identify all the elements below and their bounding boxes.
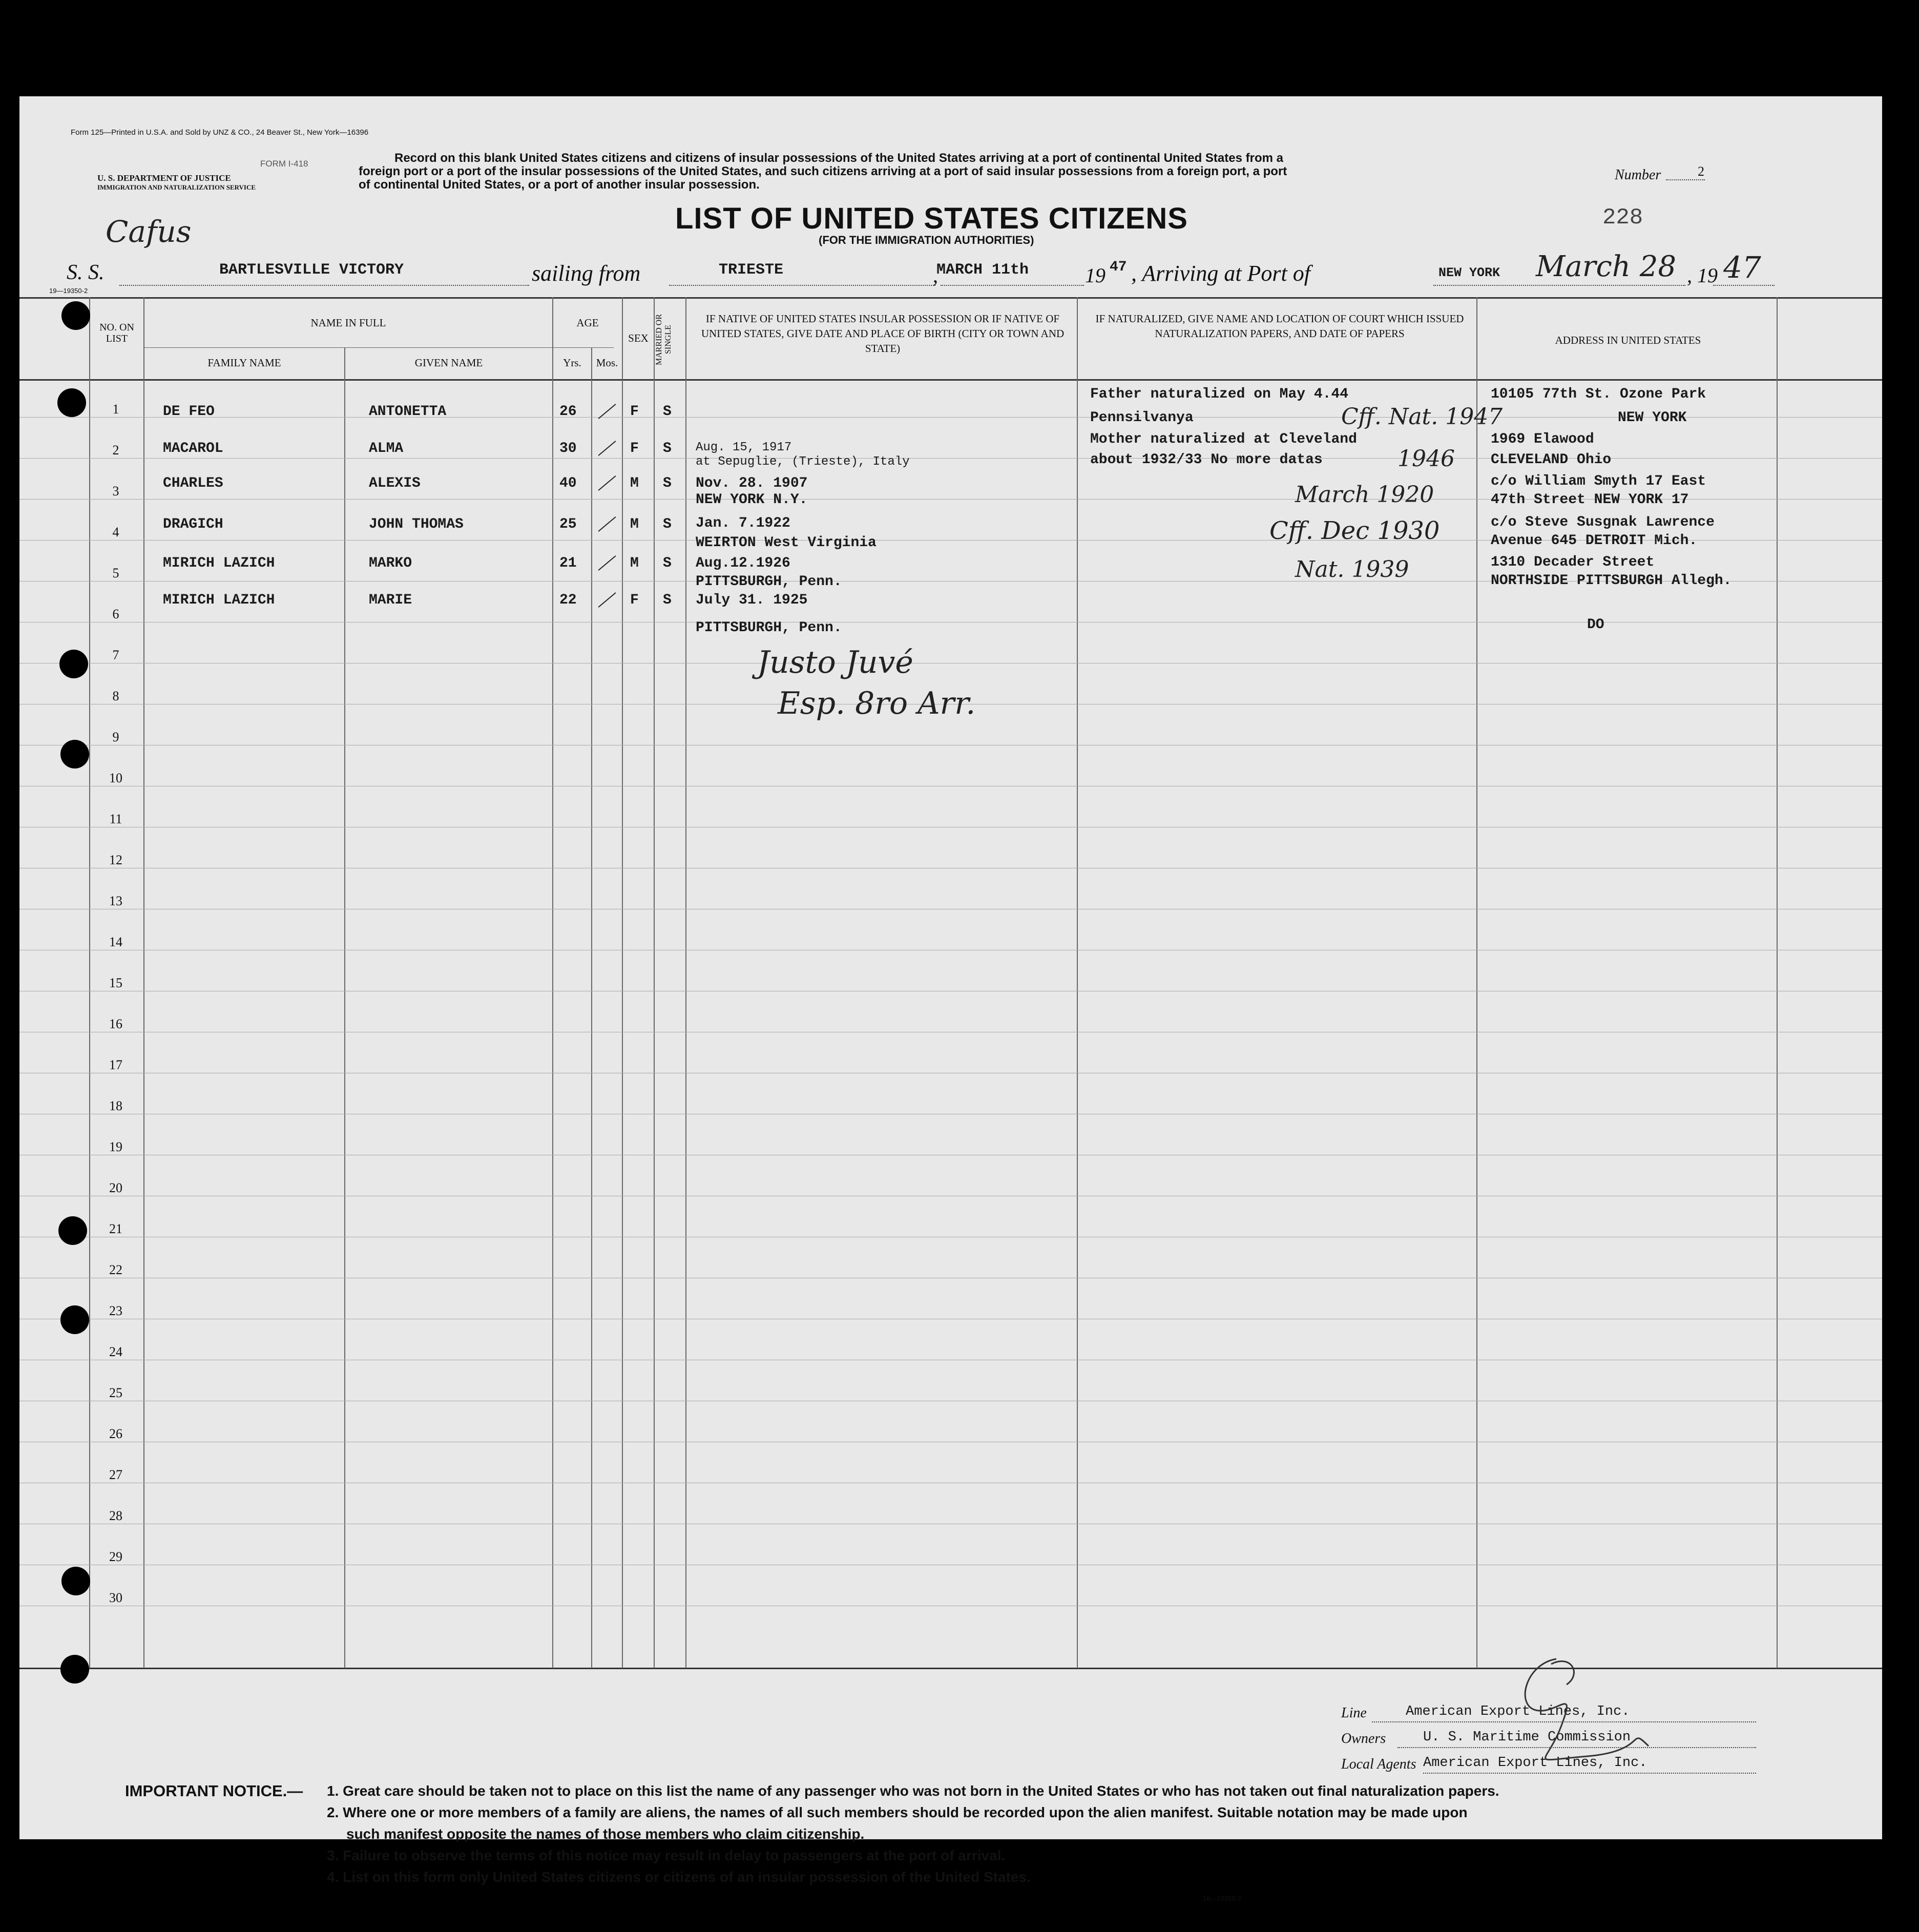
punch-hole [60, 1305, 89, 1334]
passenger-age: 25 [559, 516, 577, 532]
passenger-age: 21 [559, 555, 577, 571]
passenger-age: 40 [559, 475, 577, 491]
col-header-age: AGE [576, 317, 599, 329]
year-underline [1713, 285, 1775, 286]
line-label: Line [1341, 1705, 1367, 1721]
row-number: 11 [109, 812, 122, 826]
row-number: 16 [109, 1016, 122, 1031]
passenger-family-name: MIRICH LAZICH [163, 592, 275, 608]
sailing-label: sailing from [532, 261, 641, 286]
col-header-address: ADDRESS IN UNITED STATES [1555, 334, 1701, 346]
number-label: Number [1615, 167, 1661, 183]
handwritten-naturalization: Nat. 1939 [1295, 556, 1409, 583]
port-from-underline [669, 285, 935, 286]
passenger-sex: M [630, 516, 639, 532]
arriving-label: , Arriving at Port of [1131, 261, 1310, 286]
row-number: 17 [109, 1057, 122, 1072]
birth-line: Aug.12.1926 [696, 555, 790, 571]
instructions [359, 152, 1287, 192]
col-header-family: FAMILY NAME [207, 357, 281, 369]
col-header-sex: SEX [628, 332, 649, 344]
row-number: 22 [109, 1262, 122, 1277]
inspector-signature: Esp. 8ro Arr. [778, 685, 976, 721]
row-number: 19 [109, 1139, 122, 1154]
row-number: 9 [112, 730, 119, 744]
passenger-given-name: JOHN THOMAS [369, 516, 464, 532]
port-to: NEW YORK [1438, 265, 1500, 280]
row-number: 25 [109, 1385, 122, 1400]
passenger-given-name: MARIE [369, 592, 412, 608]
page-title: LIST OF UNITED STATES CITIZENS [675, 202, 1188, 235]
passenger-age: 22 [559, 592, 577, 608]
birth-line: WEIRTON West Virginia [696, 535, 877, 551]
check-mark [598, 441, 616, 456]
row-number: 29 [109, 1549, 122, 1564]
address-line: 1310 Decader Street [1491, 554, 1655, 570]
passenger-marital-status: S [663, 475, 672, 491]
address-line: 1969 Elawood [1491, 431, 1594, 447]
comma: , [933, 264, 938, 287]
agents-value: American Export Lines, Inc. [1423, 1755, 1647, 1771]
passenger-marital-status: S [663, 516, 672, 532]
row-number: 7 [112, 648, 119, 662]
col-header-naturalized: IF NATURALIZED, GIVE NAME AND LOCATION OF COURT WHICH ISSUED NATURALIZATION PAPERS, AND DATE OF PAPERS [1095, 313, 1464, 340]
passenger-family-name: MIRICH LAZICH [163, 555, 275, 571]
row-number: 14 [109, 934, 122, 949]
arrival-year: 47 [1723, 250, 1761, 285]
agent-signature [1495, 1644, 1659, 1777]
punch-hole [59, 650, 88, 678]
passenger-family-name: CHARLES [163, 475, 223, 491]
row-number: 6 [112, 607, 119, 621]
notice-heading: IMPORTANT NOTICE.— [125, 1782, 303, 1800]
year-prefix: 19 [1085, 264, 1105, 287]
subheader-divider [143, 347, 614, 348]
address-line: Avenue 645 DETROIT Mich. [1491, 533, 1698, 549]
col-header-mos: Mos. [596, 357, 618, 369]
manifest-page [19, 96, 1882, 1902]
passenger-family-name: DRAGICH [163, 516, 223, 532]
row-number: 20 [109, 1180, 122, 1195]
passenger-sex: F [630, 404, 639, 420]
row-number: 4 [112, 525, 119, 539]
passenger-family-name: MACAROL [163, 441, 223, 456]
header-bottom-border [19, 379, 1882, 381]
row-line [19, 417, 1882, 418]
year-sailed: 47 [1110, 259, 1127, 275]
notice-item: such manifest opposite the names of those members who claim citizenship. [346, 1826, 865, 1842]
check-mark [598, 475, 616, 491]
address-line: 47th Street NEW YORK 17 [1491, 492, 1689, 508]
address-line: NORTHSIDE PITTSBURGH Allegh. [1491, 573, 1732, 589]
birth-line: Jan. 7.1922 [696, 515, 790, 531]
arriving-text: Arriving at Port of [1142, 261, 1310, 286]
birth-line: NEW YORK N.Y. [696, 492, 808, 508]
row-number: 5 [112, 566, 119, 580]
col-header-name: NAME IN FULL [310, 317, 386, 329]
ss-label: S. S. [67, 261, 105, 284]
col-divider [654, 297, 655, 1668]
row-number: 26 [109, 1426, 122, 1441]
passenger-sex: F [630, 441, 639, 456]
col-divider [344, 347, 345, 1668]
ship-name: BARTLESVILLE VICTORY [219, 261, 404, 279]
port-from: TRIESTE [719, 261, 784, 279]
punch-hole [57, 388, 86, 417]
address-line: c/o Steve Susgnak Lawrence [1491, 514, 1715, 530]
arrival-year-prefix: , 19 [1687, 264, 1718, 287]
col-header-birth: IF NATIVE OF UNITED STATES INSULAR POSSESSION OR IF NATIVE OF UNITED STATES, GIVE DATE AND PLACE OF BIRTH (CITY OR TOWN AND STATE) [701, 313, 1065, 355]
passenger-sex: F [630, 592, 639, 608]
passenger-sex: M [630, 475, 639, 491]
naturalization-line: Mother naturalized at Cleveland [1090, 431, 1357, 447]
owners-label: Owners [1341, 1731, 1386, 1747]
handwritten-naturalization: Cff. Dec 1930 [1269, 516, 1440, 545]
table-top-border [19, 297, 1882, 299]
date-sailed: MARCH 11th [936, 261, 1029, 279]
arrival-date: March 28 [1536, 250, 1676, 283]
notice-item: 2. Where one or more members of a family are aliens, the names of all such members should be recorded upon the alien manifest. Suitable notation may be made upon [327, 1804, 1468, 1820]
passenger-given-name: ALMA [369, 441, 404, 456]
row-number: 13 [109, 894, 122, 908]
address-line: NEW YORK [1618, 410, 1687, 426]
naturalization-line: Father naturalized on May 4.44 [1090, 386, 1349, 402]
punch-hole [58, 1216, 87, 1245]
passenger-family-name: DE FEO [163, 404, 215, 420]
passenger-age: 30 [559, 441, 577, 456]
notice-item: 1. Great care should be taken not to place on this list the name of any passenger who was not born in the United States or who has not taken out final naturalization papers. [327, 1783, 1499, 1799]
passenger-marital-status: S [663, 441, 672, 456]
service-name: IMMIGRATION AND NATURALIZATION SERVICE [97, 183, 256, 191]
handwritten-naturalization: Cff. Nat. 1947 [1341, 404, 1503, 430]
inspector-signature: Justo Juvé [757, 645, 913, 680]
punch-hole [60, 740, 89, 768]
address-line: CLEVELAND Ohio [1491, 452, 1612, 468]
notice-item: 4. List on this form only United States citizens or citizens of an insular possession of the United States. [327, 1869, 1031, 1885]
col-divider [622, 297, 623, 1668]
col-divider [685, 297, 686, 1668]
form-code: FORM I-418 [260, 159, 308, 169]
punch-hole [60, 1655, 89, 1684]
passenger-marital-status: S [663, 592, 672, 608]
passenger-marital-status: S [663, 404, 672, 420]
col-divider [143, 297, 144, 1668]
page-subtitle: (FOR THE IMMIGRATION AUTHORITIES) [819, 234, 1034, 246]
col-divider [1476, 297, 1477, 1668]
birth-line: July 31. 1925 [696, 592, 808, 608]
birth-line: Aug. 15, 1917 [696, 441, 792, 454]
stamp-number: 228 [1602, 205, 1643, 231]
naturalization-line: Pennsilvanya [1090, 410, 1194, 426]
passenger-marital-status: S [663, 555, 672, 571]
row-number: 23 [109, 1303, 122, 1318]
printer-line: Form 125—Printed in U.S.A. and Sold by UNZ & CO., 24 Beaver St., New York—16396 [71, 128, 369, 137]
row-number: 8 [112, 689, 119, 703]
col-divider [591, 347, 592, 1668]
passenger-sex: M [630, 555, 639, 571]
number-value: 2 [1698, 164, 1704, 179]
row-number: 10 [109, 771, 122, 785]
address-line: DO [1587, 617, 1604, 633]
arrival-underline [1433, 285, 1685, 286]
instruction-line: of continental United States, or a port of another insular possession. [359, 178, 760, 192]
ship-underline [119, 285, 529, 286]
birth-line: Nov. 28. 1907 [696, 475, 808, 491]
birth-line: PITTSBURGH, Penn. [696, 620, 842, 636]
instruction-line: Record on this blank United States citizens and citizens of insular possessions of the United States arriving at a port of continental United States from a [394, 151, 1283, 165]
row-number: 2 [112, 443, 119, 458]
row-number: 3 [112, 484, 119, 498]
check-mark [598, 555, 616, 571]
passenger-given-name: ALEXIS [369, 475, 421, 491]
year-prefix-2: 19 [1697, 264, 1718, 287]
check-mark [598, 592, 616, 608]
notice-item: 3. Failure to observe the terms of this notice may result in delay to passengers at the port of arrival. [327, 1847, 1006, 1863]
number-underline [1666, 179, 1705, 180]
col-divider [1777, 297, 1778, 1668]
row-number: 15 [109, 975, 122, 990]
punch-hole [61, 301, 90, 330]
naturalization-line: about 1932/33 No more datas [1090, 452, 1323, 468]
dept-name: U. S. DEPARTMENT OF JUSTICE [97, 173, 231, 183]
birth-line: at Sepuglie, (Trieste), Italy [696, 455, 910, 469]
agents-label: Local Agents [1341, 1756, 1416, 1772]
side-code: 19—19350-2 [49, 287, 88, 295]
instruction-line: foreign port or a port of the insular possessions of the United States, and such citizens arriving at a port of said insular possessions from a foreign port, a port [359, 164, 1287, 178]
row-number: 27 [109, 1467, 122, 1482]
birth-line: PITTSBURGH, Penn. [696, 574, 842, 590]
handwritten-naturalization: March 1920 [1295, 482, 1434, 508]
row-number: 18 [109, 1098, 122, 1113]
punch-hole [61, 1567, 90, 1595]
row-number: 21 [109, 1221, 122, 1236]
passenger-given-name: ANTONETTA [369, 404, 447, 420]
row-number: 24 [109, 1344, 122, 1359]
passenger-age: 26 [559, 404, 577, 420]
bottom-code: 16—19350-2 [1203, 1895, 1242, 1902]
col-header-given: GIVEN NAME [414, 357, 483, 369]
handwritten-naturalization: 1946 [1397, 446, 1455, 472]
handwritten-note: Cafus [106, 214, 192, 249]
row-number: 28 [109, 1508, 122, 1523]
address-line: c/o William Smyth 17 East [1491, 473, 1706, 489]
col-header-yrs: Yrs. [563, 357, 581, 369]
col-divider [552, 297, 553, 1668]
line-value: American Export Lines, Inc. [1406, 1704, 1630, 1719]
row-number: 12 [109, 853, 122, 867]
passenger-given-name: MARKO [369, 555, 412, 571]
check-mark [598, 516, 616, 532]
col-header-married: MARRIED OR SINGLE [655, 314, 673, 366]
row-number: 30 [109, 1590, 122, 1605]
col-header-no: NO. ON LIST [99, 322, 134, 344]
col-divider [1077, 297, 1078, 1668]
address-line: 10105 77th St. Ozone Park [1491, 386, 1706, 402]
row-number: 1 [112, 402, 119, 417]
date-underline [941, 285, 1084, 286]
owners-value: U. S. Maritime Commission [1423, 1730, 1631, 1745]
